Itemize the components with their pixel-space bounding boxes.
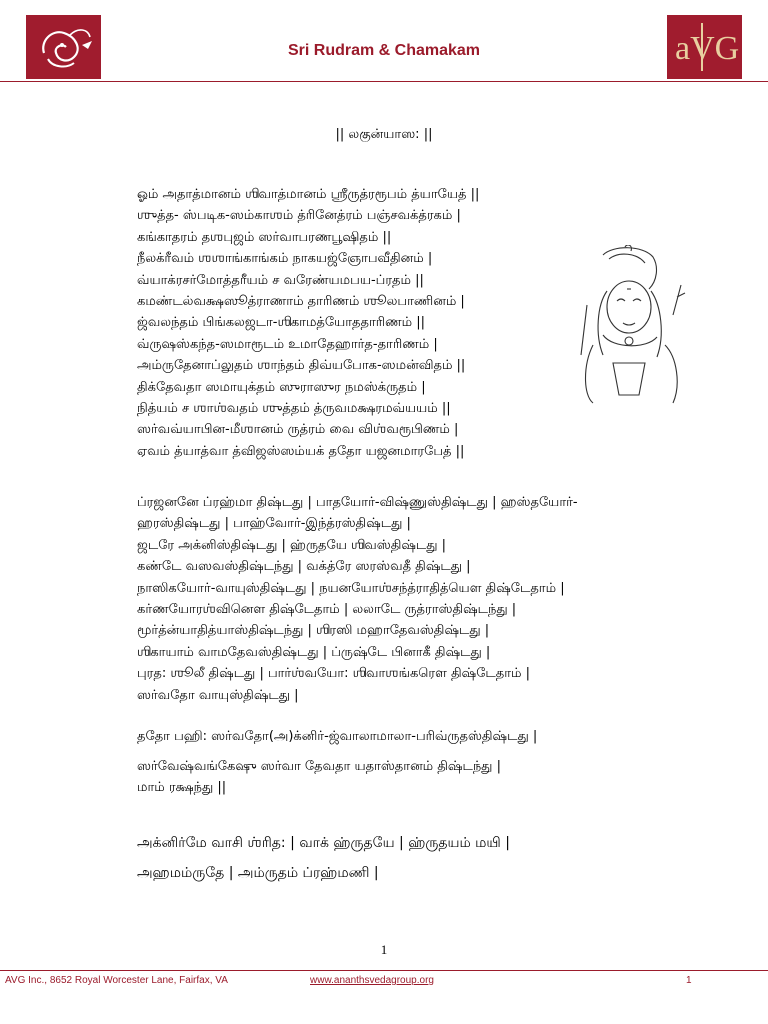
footer-address: AVG Inc., 8652 Royal Worcester Lane, Fairfax, VA — [5, 975, 228, 986]
accented-verses — [137, 828, 510, 888]
footer-divider — [0, 970, 768, 971]
verse-line: கண்டே வஸவஸ்திஷ்டந்து | வக்த்ரே ஸரஸ்வதீ திஷ்டது | — [137, 559, 471, 575]
header-title: Sri Rudram & Chamakam — [287, 42, 481, 59]
verse-line: ஹரஸ்திஷ்டது | பாஹ்வோர்-இந்த்ரஸ்திஷ்டது | — [137, 516, 411, 532]
anga-nyasa-verses — [137, 492, 578, 706]
devata-verses — [137, 756, 501, 799]
verse-line: ஜடரே அக்னிஸ்திஷ்டது | ஹ்ருதயே ஶிவஸ்திஷ்டது | — [137, 537, 447, 553]
footer-website-link[interactable]: www.ananthsvedagroup.org — [310, 975, 434, 986]
verse-line: கங்காதரம் தஶபுஜம் ஸர்வாபரணபூஷிதம் || — [137, 229, 392, 245]
verse-line: ஶுத்த- ஸ்படிக-ஸம்காஶம் த்ரினேத்ரம் பஞ்சவக்த்ரகம் | — [137, 208, 461, 224]
verse-line: அஹமம்ருதே | அம்ருதம் ப்ரஹ்மணி | — [137, 865, 379, 881]
verse-line: வ்யாக்ரசர்மோத்தரீயம் ச வரேண்யமபய-ப்ரதம் || — [137, 272, 424, 288]
verse-line: மூர்த்ன்யாதித்யாஸ்திஷ்டந்து | ஶிரஸி மஹாதேவஸ்திஷ்டது | — [137, 623, 490, 639]
verse-line: ஸர்வேஷ்வங்கேஷு ஸர்வா தேவதா யதாஸ்தானம் திஷ்டந்து | — [137, 759, 501, 774]
verse-line: ப்ரஜனனே ப்ரஹ்மா திஷ்டது | பாதயோர்-விஷ்ணுஸ்திஷ்டது | ஹஸ்தயோர்- — [137, 495, 578, 510]
agni-verse — [137, 726, 537, 747]
page-number: 1 — [380, 942, 388, 957]
section-heading: || லகுன்யாஸ: || — [335, 127, 433, 142]
verse-line: திக்தேவதா ஸமாயுக்தம் ஸுராஸுர நமஸ்க்ருதம் | — [137, 379, 426, 395]
verse-line: ஜ்வலந்தம் பிங்கலஜடா-ஶிகாமத்யோததாரிணம் || — [137, 315, 426, 331]
verse-line: வ்ருஷஸ்கந்த-ஸமாரூடம் உமாதேஹார்த-தாரிணம் | — [137, 336, 438, 352]
footer-page-number: 1 — [686, 975, 692, 986]
verse-line: ஶிகாயாம் வாமதேவஸ்திஷ்டது | ப்ருஷ்டே பினாகீ திஷ்டது | — [137, 644, 491, 660]
header-divider — [0, 81, 768, 82]
verse-line: ஸர்வவ்யாபின-மீஶானம் ருத்ரம் வை விஶ்வரூபிணம் | — [137, 422, 459, 438]
verse-line: மாம் ரக்ஷந்து || — [137, 780, 227, 796]
verse-line: ஸர்வதோ வாயுஸ்திஷ்டது | — [137, 687, 299, 703]
verse-line: அக்னிர்மே வாசி ஶ்ரித: | வாக் ஹ்ருதயே | ஹ்ருதயம் மயி | — [137, 835, 510, 851]
verse-line: அம்ருதேனாப்லுதம் ஶாந்தம் திவ்யபோக-ஸமன்விதம் || — [137, 358, 466, 374]
verse-line: நித்யம் ச ஶாஶ்வதம் ஶுத்தம் த்ருவமக்ஷரமவ்யயம் || — [137, 401, 451, 417]
avg-logo-text: aVG — [675, 30, 740, 67]
verse-line: நீலக்ரீவம் ஶஶாங்காங்கம் நாகயஜ்ஞோபவீதினம் | — [137, 251, 433, 267]
verse-line: ஏவம் த்யாத்வா த்விஜஸ்ஸம்யக் ததோ யஜனமாரபேத் || — [137, 443, 465, 459]
verse-line: ஓம் அதாத்மானம் ஶிவாத்மானம் ஶ்ரீருத்ரரூபம் த்யாயேத் || — [137, 187, 480, 202]
avg-logo-icon — [667, 15, 742, 79]
verse-line: ததோ பஹி: ஸர்வதோ(அ)க்னிர்-ஜ்வாலாமாலா-பரிவ்ருதஸ்திஷ்டது | — [137, 729, 538, 744]
verse-line: கர்ணயோரஶ்வினௌ திஷ்டேதாம் | லலாடே ருத்ராஸ்திஷ்டந்து | — [137, 602, 517, 618]
verse-line: நாஸிகயோர்-வாயுஸ்திஷ்டது | நயனயோஶ்சந்த்ராதித்யௌ திஷ்டேதாம் | — [137, 580, 565, 596]
lord-shiva-illustration-icon — [573, 245, 693, 405]
dhyana-verses — [137, 184, 479, 462]
verse-line: கமண்டல்வக்ஷஸூத்ராணாம் தாரிணம் ஶூலபாணினம் | — [137, 294, 465, 310]
verse-line: புரத: ஶூலீ திஷ்டது | பார்ஶ்வயோ: ஶிவாஶங்கரௌ திஷ்டேதாம் | — [137, 666, 531, 682]
